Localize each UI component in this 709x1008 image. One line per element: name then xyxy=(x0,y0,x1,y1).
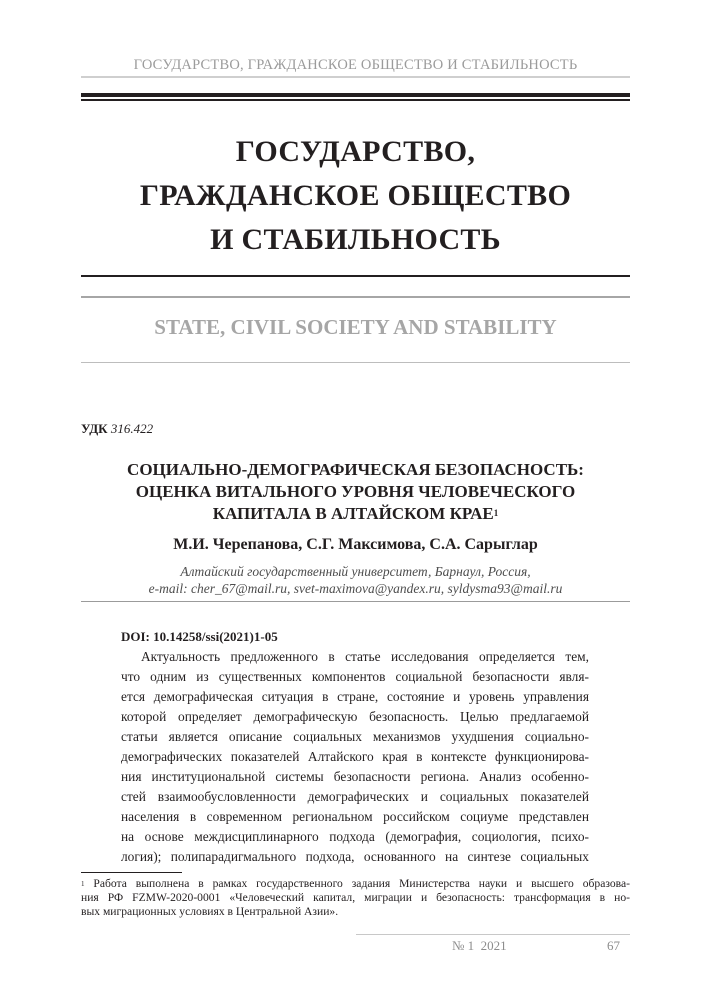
section-title-english: STATE, CIVIL SOCIETY AND STABILITY xyxy=(154,315,557,339)
affiliation-line: Алтайский государственный университет, Барнаул, Россия, xyxy=(180,564,531,579)
article-title-line: ОЦЕНКА ВИТАЛЬНОГО УРОВНЯ ЧЕЛОВЕЧЕСКОГО xyxy=(135,482,576,501)
abstract-line: которой определяет демографическую безопасность. Целью предлагаемой xyxy=(121,709,589,724)
udk-value: 316.422 xyxy=(110,421,154,436)
abstract-line: населения в современном региональном российском социуме представлен xyxy=(121,809,589,824)
page-number: 67 xyxy=(607,938,620,953)
footnote-line: ния РФ FZMW-2020-0001 «Человеческий капитал, миграции и безопасность: трансформация в но- xyxy=(81,891,630,904)
header-divider-thin xyxy=(81,99,630,101)
doi[interactable]: DOI: 10.14258/ssi(2021)1-05 xyxy=(121,629,278,644)
abstract-line: Актуальность предложенного в статье исследования определяется тем, xyxy=(141,649,589,664)
section-title xyxy=(81,130,630,262)
abstract-line: логия); полипарадигмального подхода, основанного на синтезе социальных xyxy=(121,849,589,864)
running-head: ГОСУДАРСТВО, ГРАЖДАНСКОЕ ОБЩЕСТВО И СТАБИЛЬНОСТЬ xyxy=(133,57,578,73)
section-divider-gray xyxy=(81,296,630,298)
header-divider-gray xyxy=(81,76,630,78)
footer-divider xyxy=(356,934,630,935)
abstract-line: демографических показателей Алтайского края в контексте функционирова- xyxy=(121,749,589,764)
abstract-line: на основе междисциплинарного подхода (демография, социология, психо- xyxy=(121,829,589,844)
abstract-line: стей взаимообусловленности демографических и социальных показателей xyxy=(121,789,589,804)
footnote-divider xyxy=(81,872,182,873)
abstract-line: что одним из существенных компонентов социальной безопасности явля- xyxy=(121,669,589,684)
footnote-marker[interactable]: 1 xyxy=(493,508,499,518)
udk-label: УДК xyxy=(81,421,108,436)
footnote-number: 1 xyxy=(81,880,85,888)
section-title-line: И СТАБИЛЬНОСТЬ xyxy=(210,223,501,256)
author-emails[interactable]: e-mail: cher_67@mail.ru, svet-maximova@yandex.ru, syldysma93@mail.ru xyxy=(148,581,563,596)
footnote-line: $^1$ Работа выполнена в рамках государственного задания Министерства науки и высшего образова- xyxy=(81,877,630,890)
affiliation xyxy=(81,563,630,597)
udk-code xyxy=(81,421,153,437)
issue-number: № 1 2021 xyxy=(452,938,507,953)
header-divider-thick xyxy=(81,93,630,97)
abstract-line: ния институциональной системы безопасности региона. Анализ особенно- xyxy=(121,769,589,784)
authors: М.И. Черепанова, С.Г. Максимова, С.А. Сарыглар xyxy=(173,536,538,553)
article-title-line: КАПИТАЛА В АЛТАЙСКОМ КРАЕ$^1$ xyxy=(212,504,499,523)
abstract xyxy=(121,647,589,867)
footnote xyxy=(81,877,630,919)
section-divider-black xyxy=(81,275,630,277)
article-title xyxy=(81,459,630,525)
article-title-line: СОЦИАЛЬНО-ДЕМОГРАФИЧЕСКАЯ БЕЗОПАСНОСТЬ: xyxy=(127,460,584,479)
abstract-line: статьи является описание социальных механизмов ухудшения социально- xyxy=(121,729,589,744)
section-divider-thin xyxy=(81,362,630,363)
footnote-line: вых миграционных условиях в Центральной Азии». xyxy=(81,905,339,918)
section-title-line: ГОСУДАРСТВО, xyxy=(235,135,476,168)
section-title-line: ГРАЖДАНСКОЕ ОБЩЕСТВО xyxy=(139,179,572,212)
abstract-line: ется демографическая ситуация в стране, состояние и уровень управления xyxy=(121,689,589,704)
affiliation-divider xyxy=(81,601,630,602)
